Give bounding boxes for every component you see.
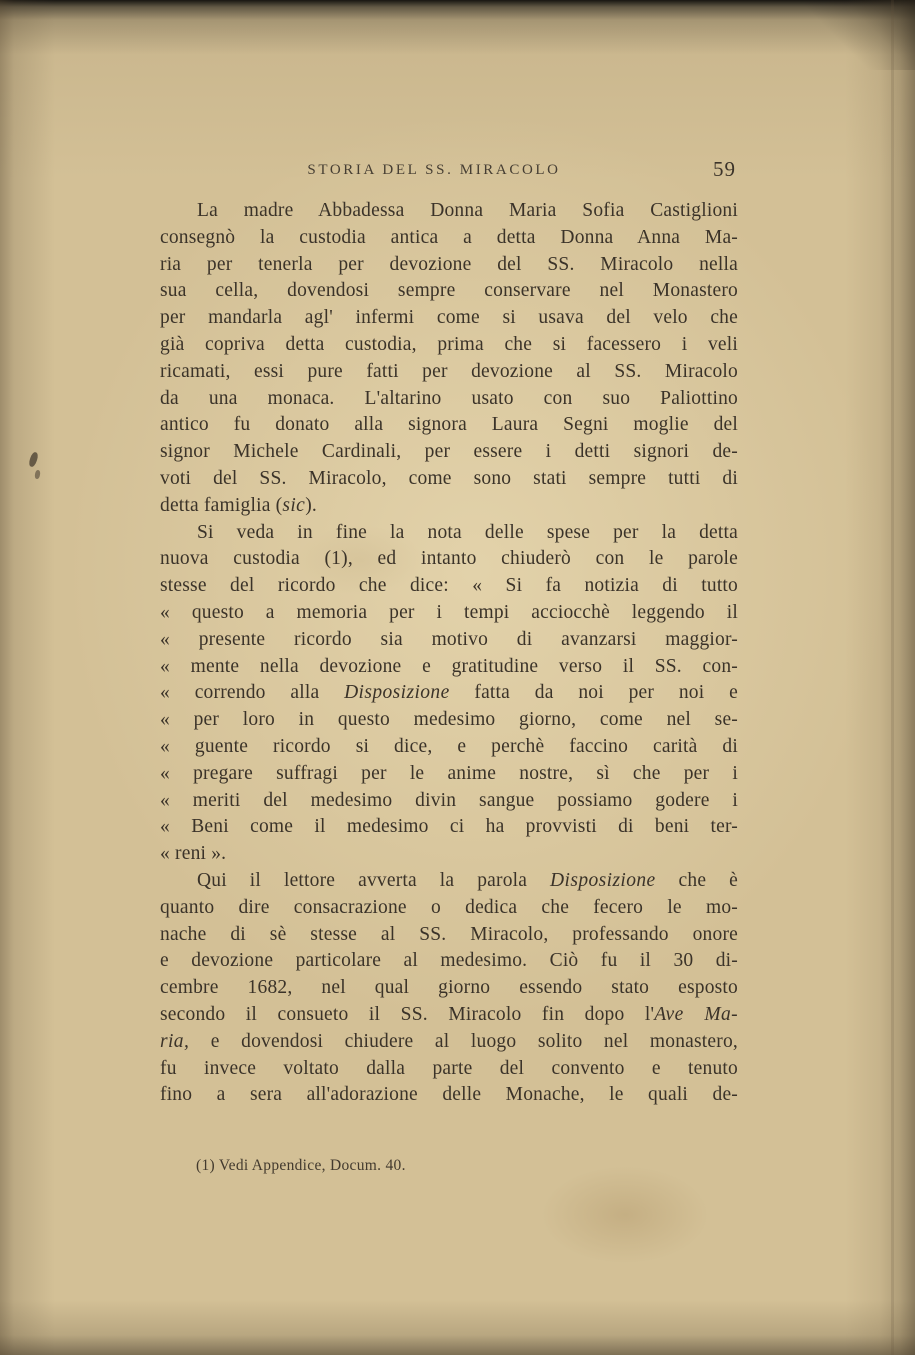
- text-line: « meriti del medesimo divin sangue possiamo godere i: [160, 789, 738, 811]
- text-line: fino a sera all'adorazione delle Monache, le quali de-: [160, 1084, 738, 1106]
- text-line: nuova custodia (1), ed intanto chiuderò con le parole: [160, 548, 738, 570]
- paper-speck: [34, 470, 40, 480]
- text-line: quanto dire consacrazione o dedica che fecero le mo-: [160, 896, 738, 918]
- text-line: secondo il consueto il SS. Miracolo fin dopo l'Ave Ma-: [160, 1003, 739, 1025]
- text-line: « correndo alla Disposizione fatta da noi per noi e: [160, 682, 738, 704]
- text-line: « presente ricordo sia motivo di avanzarsi maggior-: [160, 628, 738, 650]
- text-line: ria per tenerla per devozione del SS. Miracolo nella: [160, 253, 738, 275]
- text-line: e devozione particolare al medesimo. Ciò fu il 30 di-: [160, 950, 738, 972]
- text-line: voti del SS. Miracolo, come sono stati sempre tutti di: [160, 467, 738, 489]
- text-line: nache di sè stesse al SS. Miracolo, professando onore: [160, 923, 738, 945]
- text-line: « reni ».: [160, 843, 227, 865]
- text-line: « mente nella devozione e gratitudine verso il SS. con-: [160, 655, 738, 677]
- text-line: detta famiglia (sic).: [160, 494, 317, 516]
- page-edge-shadow: [891, 0, 894, 1355]
- text-line: « questo a memoria per i tempi acciocchè leggendo il: [160, 601, 738, 623]
- page-content: [160, 157, 739, 1109]
- text-line: sua cella, dovendosi sempre conservare nel Monastero: [160, 280, 738, 302]
- running-title: STORIA DEL SS. MIRACOLO: [307, 162, 561, 178]
- text-line: signor Michele Cardinali, per essere i detti signori de-: [160, 441, 738, 463]
- text-line: « pregare suffragi per le anime nostre, sì che per i: [160, 762, 738, 784]
- text-line: da una monaca. L'altarino usato con suo Paliottino: [160, 387, 738, 409]
- text-line: La madre Abbadessa Donna Maria Sofia Castiglioni: [197, 200, 738, 221]
- text-line: « Beni come il medesimo ci ha provvisti di beni ter-: [160, 816, 738, 838]
- text-line: per mandarla agl' infermi come si usava del velo che: [160, 307, 738, 329]
- text-line: fu invece voltato dalla parte del convento e tenuto: [160, 1057, 738, 1079]
- text-line: ria, e dovendosi chiudere al luogo solito nel monastero,: [160, 1030, 738, 1052]
- text-line: stesse del ricordo che dice: « Si fa notizia di tutto: [160, 575, 738, 597]
- text-line: « per loro in questo medesimo giorno, come nel se-: [160, 709, 738, 731]
- page-header: [160, 157, 738, 186]
- body-text: [160, 198, 738, 1109]
- text-line: già copriva detta custodia, prima che si facessero i veli: [160, 333, 738, 355]
- footnote: (1) Vedi Appendice, Docum. 40.: [196, 1157, 406, 1174]
- text-line: consegnò la custodia antica a detta Donna Anna Ma-: [160, 226, 738, 248]
- text-line: Si veda in fine la nota delle spese per la detta: [197, 521, 738, 543]
- text-line: cembre 1682, nel qual giorno essendo stato esposto: [160, 977, 738, 999]
- page-number: 59: [713, 157, 736, 181]
- text-line: Qui il lettore avverta la parola Disposizione che è: [197, 869, 738, 891]
- text-line: « guente ricordo si dice, e perchè faccino carità di: [160, 735, 738, 757]
- text-line: antico fu donato alla signora Laura Segni moglie del: [160, 414, 738, 436]
- page-corner-crease: [805, 0, 915, 70]
- text-line: ricamati, essi pure fatti per devozione al SS. Miracolo: [160, 360, 738, 382]
- paper-speck: [28, 451, 39, 467]
